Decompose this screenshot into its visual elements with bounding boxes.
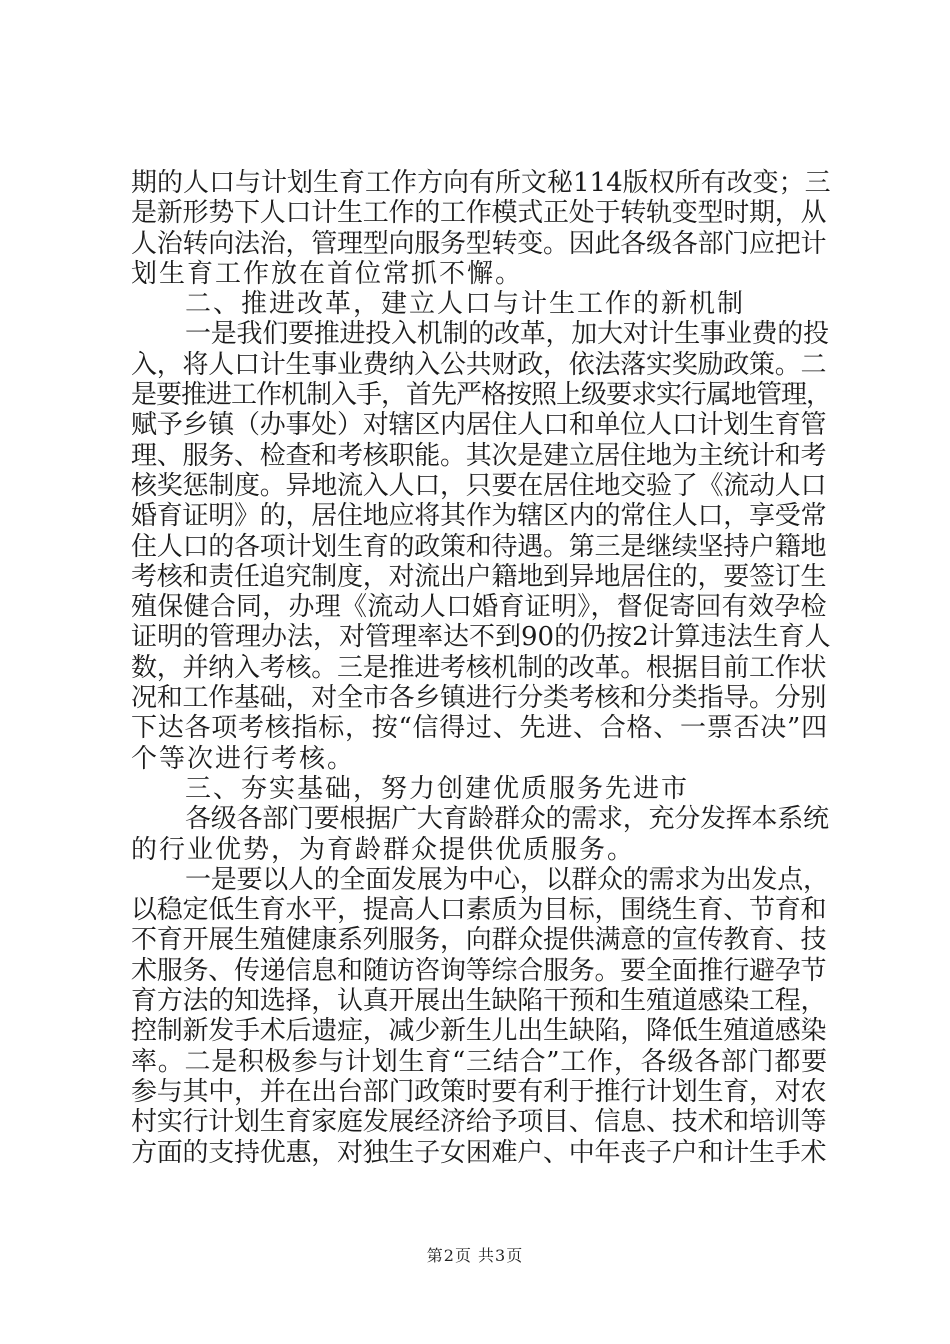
text-line: 方面的支持优惠，对独生子女困难户、中年丧子户和计生手术 [131,1137,827,1168]
text-line: 殖保健合同，办理《流动人口婚育证明》，督促寄回有效孕检 [131,592,827,623]
text-line: 术服务、传递信息和随访咨询等综合服务。要全面推行避孕节 [131,955,827,986]
page-footer: 第2页 共3页 [426,1246,524,1265]
text-line: 个等次进行考核。 [131,743,356,774]
text-line: 不育开展生殖健康系列服务，向群众提供满意的宣传教育、技 [131,925,827,956]
text-line: 住人口的各项计划生育的政策和待遇。第三是继续坚持户籍地 [131,531,827,562]
paragraph-first-line: 一是我们要推进投入机制的改革，加大对计生事业费的投 [185,319,829,350]
text-line: 况和工作基础，对全市各乡镇进行分类考核和分类指导。分别 [131,683,827,714]
text-line: 以稳定低生育水平，提高人口素质为目标，围绕生育、节育和 [131,895,827,926]
text-line: 率。二是积极参与计划生育“三结合”工作，各级各部门都要 [131,1046,828,1077]
text-line: 控制新发手术后遗症，减少新生儿出生缺陷，降低生殖道感染 [131,1016,827,1047]
paragraph-first-line: 二、推进改革，建立人口与计生工作的新机制 [185,289,746,320]
text-line: 数，并纳入考核。三是推进考核机制的改革。根据目前工作状 [131,652,827,683]
paragraph-first-line: 一是要以人的全面发展为中心，以群众的需求为出发点， [185,864,829,895]
text-line: 的行业优势，为育龄群众提供优质服务。 [131,834,636,865]
text-line: 理、服务、检查和考核职能。其次是建立居住地为主统计和考 [131,440,827,471]
text-line: 是新形势下人口计生工作的工作模式正处于转轨变型时期，从 [131,198,827,229]
text-line: 期的人口与计划生育工作方向有所文秘114版权所有改变；三 [131,168,831,198]
text-line: 参与其中，并在出台部门政策时要有利于推行计划生育，对农 [131,1076,827,1107]
paragraph-first-line: 三、夯实基础，努力创建优质服务先进市 [185,773,690,804]
text-line: 赋予乡镇（办事处）对辖区内居住人口和单位人口计划生育管 [131,410,827,441]
text-line: 人治转向法治，管理型向服务型转变。因此各级各部门应把计 [131,228,827,259]
text-line: 核奖惩制度。异地流入人口，只要在居住地交验了《流动人口 [131,470,827,501]
text-line: 考核和责任追究制度，对流出户籍地到异地居住的，要签订生 [131,561,827,592]
text-line: 是要推进工作机制入手，首先严格按照上级要求实行属地管理， [131,380,832,411]
text-line: 村实行计划生育家庭发展经济给予项目、信息、技术和培训等 [131,1107,827,1138]
text-line: 婚育证明》的，居住地应将其作为辖区内的常住人口，享受常 [131,501,827,532]
text-line: 下达各项考核指标，按“信得过、先进、合格、一票否决”四 [131,713,828,744]
text-line: 证明的管理办法，对管理率达不到90的仍按2计算违法生育人 [131,622,831,653]
text-line: 划生育工作放在首位常抓不懈。 [131,258,524,289]
text-line: 入，将人口计生事业费纳入公共财政，依法落实奖励政策。二 [131,349,827,380]
document-body [131,168,831,1168]
text-line: 育方法的知选择，认真开展出生缺陷干预和生殖道感染工程， [131,986,827,1017]
paragraph-first-line: 各级各部门要根据广大育龄群众的需求，充分发挥本系统 [185,804,829,835]
